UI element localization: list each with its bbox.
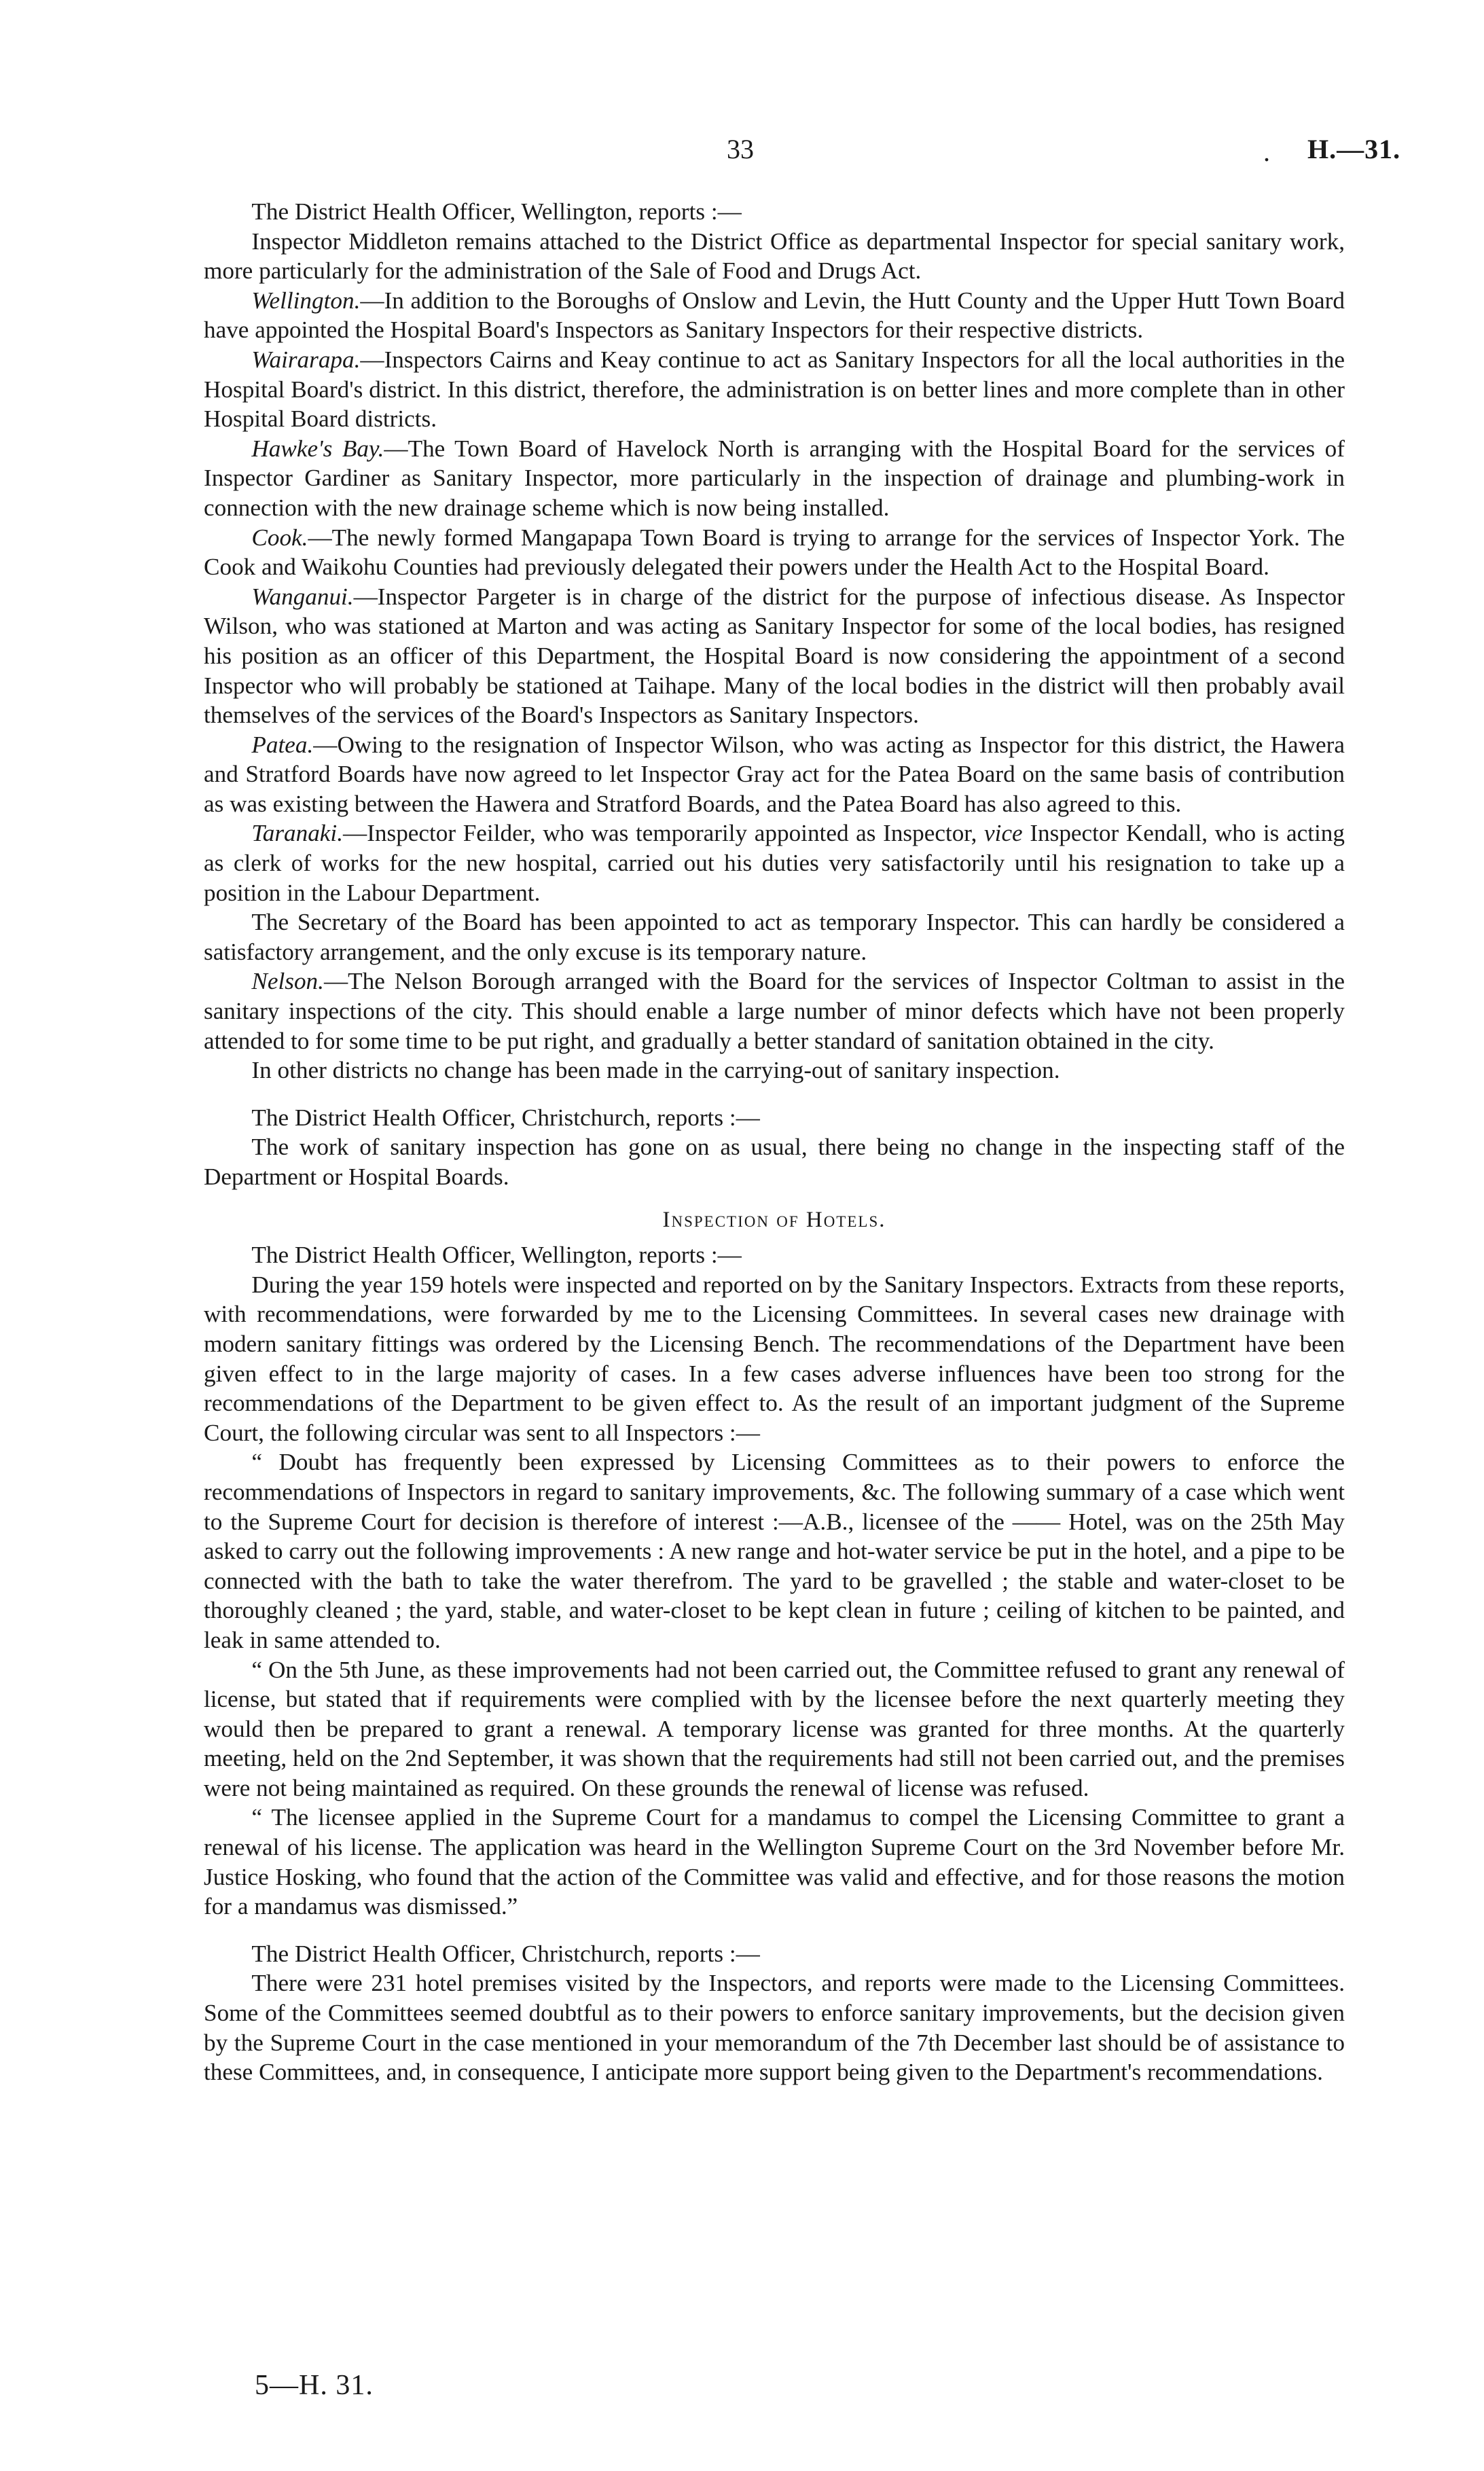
page-number: 33 <box>727 134 754 164</box>
paragraph-wairarapa: Wairarapa.—Inspectors Cairns and Keay continue to act as Sanitary Inspectors for all the local authorities in the Hospital Board's district. In this district, therefore, the administration is on better lines and more complete than in other Hospital Board districts. <box>204 346 1345 433</box>
place-name: Cook. <box>251 524 308 551</box>
report-intro-christchurch: The District Health Officer, Christchurch, reports :— <box>251 1104 760 1131</box>
place-name: Patea. <box>251 731 314 758</box>
paragraph-taranaki: Taranaki.—Inspector Feilder, who was temporarily appointed as Inspector, vice Inspector Kendall, who is acting as clerk of works for the new hospital, carried out his duties very satisfactorily until his resignation to take up a position in the Labour Department. <box>204 820 1345 906</box>
paragraph-patea: Patea.—Owing to the resignation of Inspector Wilson, who was acting as Inspector for this district, the Hawera and Stratford Boards have now agreed to let Inspector Gray act for the Patea Board on the same basis of contribution as was existing between the Hawera and Stratford Boards, and the Patea Board has also agreed to this. <box>204 731 1345 817</box>
spacer <box>204 1192 1345 1202</box>
place-name: Nelson. <box>251 968 324 995</box>
circular-quote-1: “ Doubt has frequently been expressed by Licensing Committees as to their powers to enforce the recommendations of Inspectors in regard to sanitary improvements, &c. The following summary of a case which went to the Supreme Court for decision is therefore of interest :—A.B., licensee of the —— Hotel, was on the 25th May asked to carry out the following improvements : A new range and hot-water service be put in the hotel, and a pipe to be connected with the bath to take the water therefrom. The yard to be gravelled ; the stable and water-closet to be thoroughly cleaned ; the yard, stable, and water-closet to be kept clean in future ; ceiling of kitchen to be painted, and leak in same attended to. <box>204 1449 1345 1653</box>
paragraph-christchurch-inspection: The work of sanitary inspection has gone on as usual, there being no change in the inspecting staff of the Department or Hospital Boards. <box>204 1134 1345 1190</box>
paragraph-cook: Cook.—The newly formed Mangapapa Town Board is trying to arrange for the services of Inspector York. The Cook and Waikohu Counties had previously delegated their powers under the Health Act to the Hospital Board. <box>204 524 1345 581</box>
paragraph-other-districts: In other districts no change has been made in the carrying-out of sanitary inspection. <box>251 1057 1060 1084</box>
place-name: Wanganui. <box>251 583 354 610</box>
paragraph-wanganui: Wanganui.—Inspector Pargeter is in charge of the district for the purpose of infectious disease. As Inspector Wilson, who was stationed at Marton and was acting as Sanitary Inspector for some of the local bodies, has resigned his position as an officer of this Department, the Hospital Board is now considering the appointment of a second Inspector who will probably be stationed at Taihape. Many of the local bodies in the district will then probably avail themselves of the services of the Board's Inspectors as Sanitary Inspectors. <box>204 583 1345 729</box>
paragraph-hawkes-bay: Hawke's Bay.—The Town Board of Havelock North is arranging with the Hospital Board for the services of Inspector Gardiner as Sanitary Inspector, more particularly in the inspection of drainage and plumbing-work in connection with the new drainage scheme which is now being installed. <box>204 435 1345 521</box>
place-name: Taranaki. <box>251 820 343 847</box>
report-intro-christchurch-hotels: The District Health Officer, Christchurch, reports :— <box>251 1940 760 1967</box>
header-dot: . <box>1263 137 1270 167</box>
paragraph-wellington: Wellington.—In addition to the Boroughs of Onslow and Levin, the Hutt County and the Upper Hutt Town Board have appointed the Hospital Board's Inspectors as Sanitary Inspectors for their respective districts. <box>204 287 1345 344</box>
report-intro-wellington-hotels: The District Health Officer, Wellington, reports :— <box>251 1242 742 1269</box>
signature-mark: 5—H. 31. <box>255 2370 374 2401</box>
paragraph-secretary: The Secretary of the Board has been appointed to act as temporary Inspector. This can hardly be considered a satisfactory arrangement, and the only excuse is its temporary nature. <box>204 909 1345 965</box>
paragraph-middleton: Inspector Middleton remains attached to the District Office as departmental Inspector for special sanitary work, more particularly for the administration of the Sale of Food and Drugs Act. <box>204 228 1345 285</box>
document-reference: H.—31. <box>1307 134 1401 164</box>
circular-quote-2: “ On the 5th June, as these improvements had not been carried out, the Committee refused to grant any renewal of license, but stated that if requirements were complied with by the licensee before the next quarterly meeting they would then be prepared to grant a renewal. A temporary license was granted for three months. At the quarterly meeting, held on the 2nd September, it was shown that the requirements had still not been carried out, and the premises were not being maintained as required. On these grounds the renewal of license was refused. <box>204 1656 1345 1801</box>
place-name: Wellington. <box>251 287 361 314</box>
spacer <box>204 1085 1345 1103</box>
page-body <box>204 197 1345 2087</box>
paragraph-nelson: Nelson.—The Nelson Borough arranged with the Board for the services of Inspector Coltman to assist in the sanitary inspections of the city. This should enable a large number of minor defects which have not been properly attended to for some time to be put right, and gradually a better standard of sanitation obtained in the city. <box>204 968 1345 1054</box>
page-header <box>0 133 1484 174</box>
paragraph-hotels-wellington: During the year 159 hotels were inspected and reported on by the Sanitary Inspectors. Extracts from these reports, with recommendations, were forwarded by me to the Licensing Committees. In several cases new drainage with modern sanitary fittings was ordered by the Licensing Bench. The recommendations of the Department have been given effect to in the large majority of cases. In a few cases adverse influences have been too strong for the recommendations of the Department to be given effect to. As the result of an important judgment of the Supreme Court, the following circular was sent to all Inspectors :— <box>204 1271 1345 1446</box>
spacer <box>204 1922 1345 1939</box>
section-heading-hotels: Inspection of Hotels. <box>662 1207 886 1232</box>
place-name: Hawke's Bay. <box>251 435 384 462</box>
report-intro-wellington: The District Health Officer, Wellington, reports :— <box>251 198 742 225</box>
circular-quote-3: “ The licensee applied in the Supreme Court for a mandamus to compel the Licensing Committee to grant a renewal of his license. The application was heard in the Wellington Supreme Court on the 3rd November before Mr. Justice Hosking, who found that the action of the Committee was valid and effective, and for those reasons the motion for a mandamus was dismissed.” <box>204 1804 1345 1920</box>
place-name: Wairarapa. <box>251 346 361 373</box>
paragraph-hotels-christchurch: There were 231 hotel premises visited by the Inspectors, and reports were made to the Licensing Committees. Some of the Committees seemed doubtful as to their powers to enforce sanitary improvements, but the decision given by the Supreme Court in the case mentioned in your memorandum of the 7th December last should be of assistance to these Committees, and, in consequence, I anticipate more support being given to the Department's recommendations. <box>204 1970 1345 2086</box>
